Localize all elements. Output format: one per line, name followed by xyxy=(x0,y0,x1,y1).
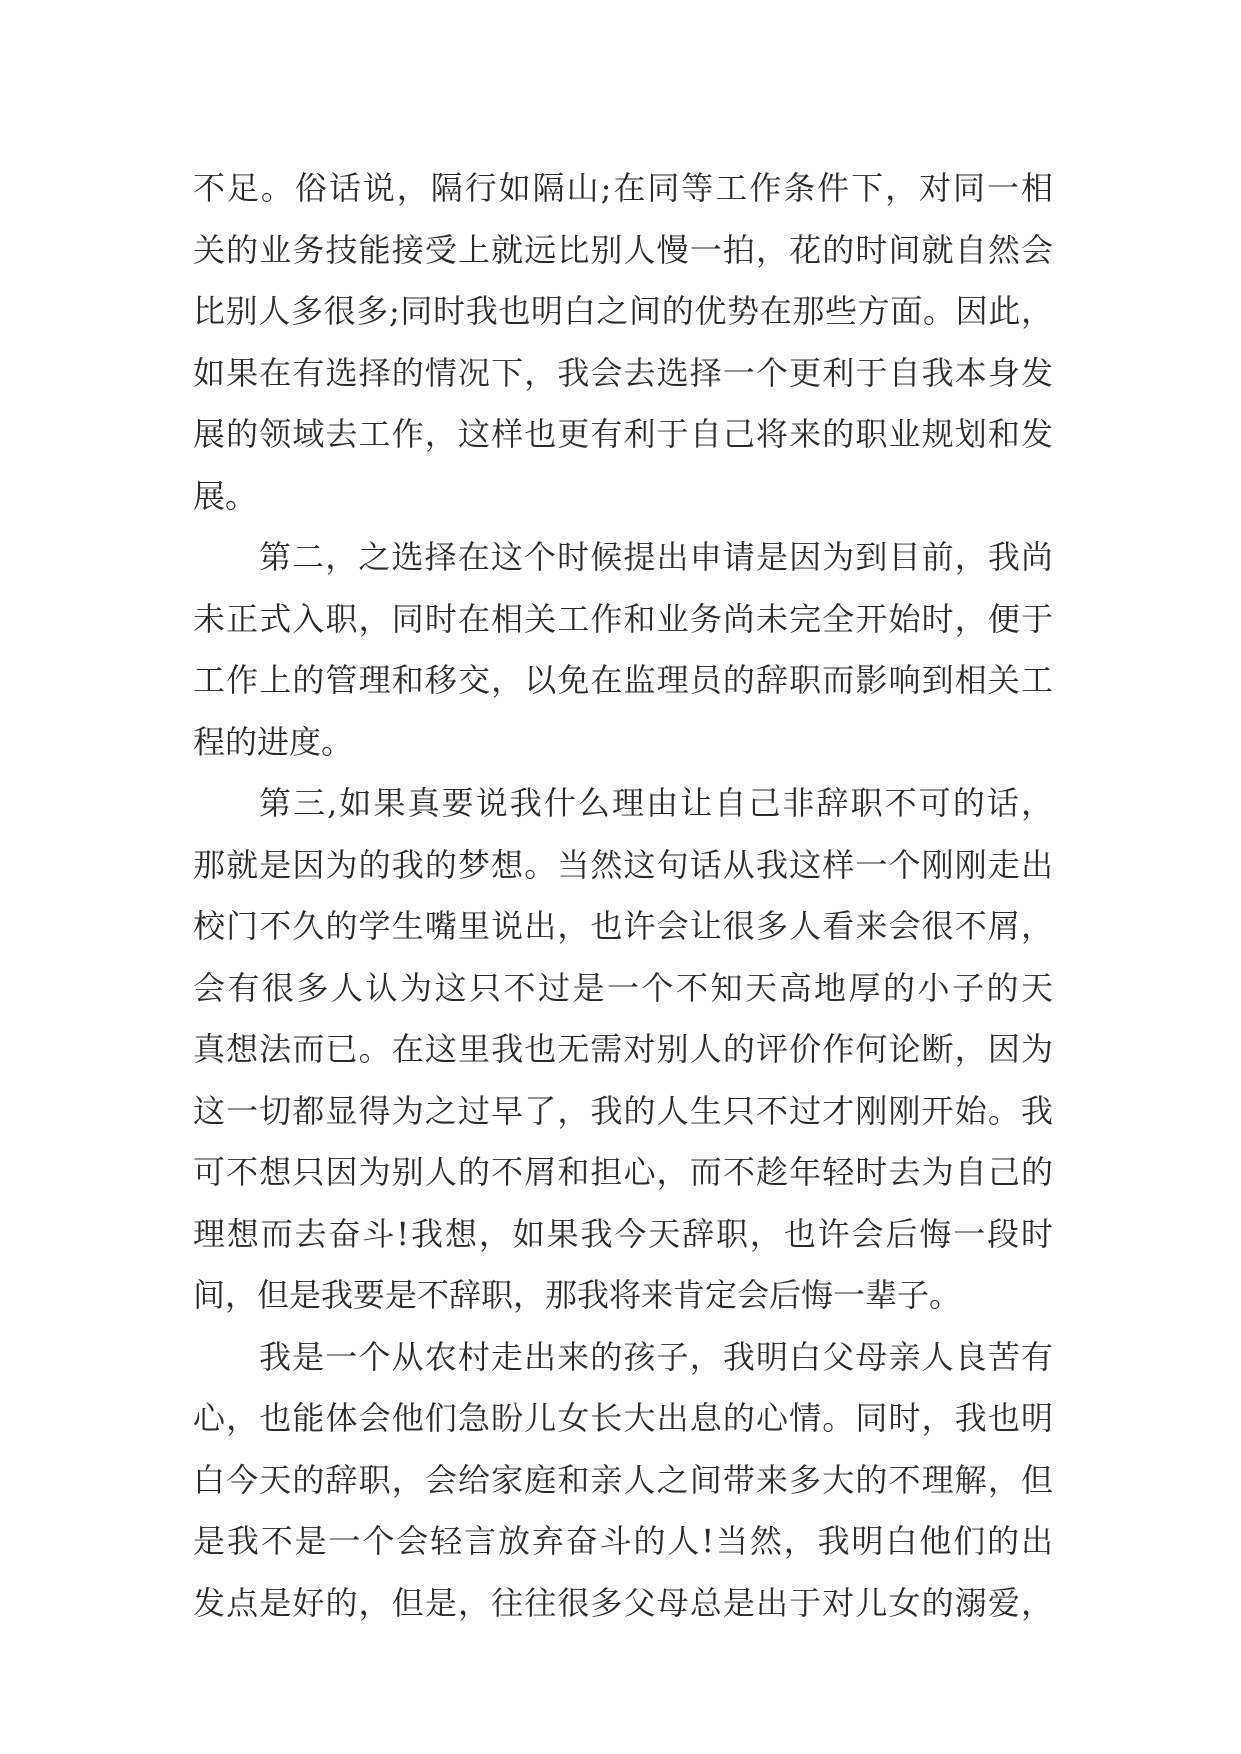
text-line: 第二，之选择在这个时候提出申请是因为到目前，我尚 xyxy=(259,538,1053,576)
text-line: 会有很多人认为这只不过是一个不知天高地厚的小子的天 xyxy=(193,968,1053,1007)
text-line: 发点是好的，但是，往往很多父母总是出于对儿女的溺爱， xyxy=(193,1583,1053,1622)
text-line: 关的业务技能接受上就远比别人慢一拍，花的时间就自然会 xyxy=(193,230,1053,269)
text-line: 不足。俗话说，隔行如隔山;在同等工作条件下，对同一相 xyxy=(193,169,1053,207)
text-line: 校门不久的学生嘴里说出，也许会让很多人看来会很不屑， xyxy=(193,907,1053,945)
text-line: 真想法而已。在这里我也无需对别人的评价作何论断，因为 xyxy=(193,1030,1053,1068)
text-line: 未正式入职，同时在相关工作和业务尚未完全开始时，便于 xyxy=(193,599,1053,638)
text-line: 展。 xyxy=(193,476,258,515)
text-line: 如果在有选择的情况下，我会去选择一个更利于自我本身发 xyxy=(193,353,1053,392)
text-line: 我是一个从农村走出来的孩子，我明白父母亲人良苦有 xyxy=(259,1337,1053,1376)
text-line: 程的进度。 xyxy=(193,722,354,761)
text-line: 比别人多很多;同时我也明白之间的优势在那些方面。因此， xyxy=(193,292,1053,330)
text-line: 可不想只因为别人的不屑和担心，而不趁年轻时去为自己的 xyxy=(193,1153,1053,1191)
text-line: 理想而去奋斗!我想，如果我今天辞职，也许会后悔一段时 xyxy=(193,1214,1053,1253)
text-line: 第三,如果真要说我什么理由让自己非辞职不可的话， xyxy=(259,784,1053,822)
text-line: 展的领域去工作，这样也更有利于自己将来的职业规划和发 xyxy=(193,415,1053,453)
text-line: 是我不是一个会轻言放弃奋斗的人!当然，我明白他们的出 xyxy=(193,1522,1053,1560)
text-line: 间，但是我要是不辞职，那我将来肯定会后悔一辈子。 xyxy=(193,1276,962,1314)
text-line: 这一切都显得为之过早了，我的人生只不过才刚刚开始。我 xyxy=(193,1091,1053,1130)
text-line: 工作上的管理和移交，以免在监理员的辞职而影响到相关工 xyxy=(193,661,1053,699)
body-text xyxy=(193,158,1053,1634)
text-line: 心，也能体会他们急盼儿女长大出息的心情。同时，我也明 xyxy=(193,1399,1053,1437)
text-line: 白今天的辞职，会给家庭和亲人之间带来多大的不理解，但 xyxy=(193,1460,1053,1499)
text-line: 那就是因为的我的梦想。当然这句话从我这样一个刚刚走出 xyxy=(193,845,1053,884)
